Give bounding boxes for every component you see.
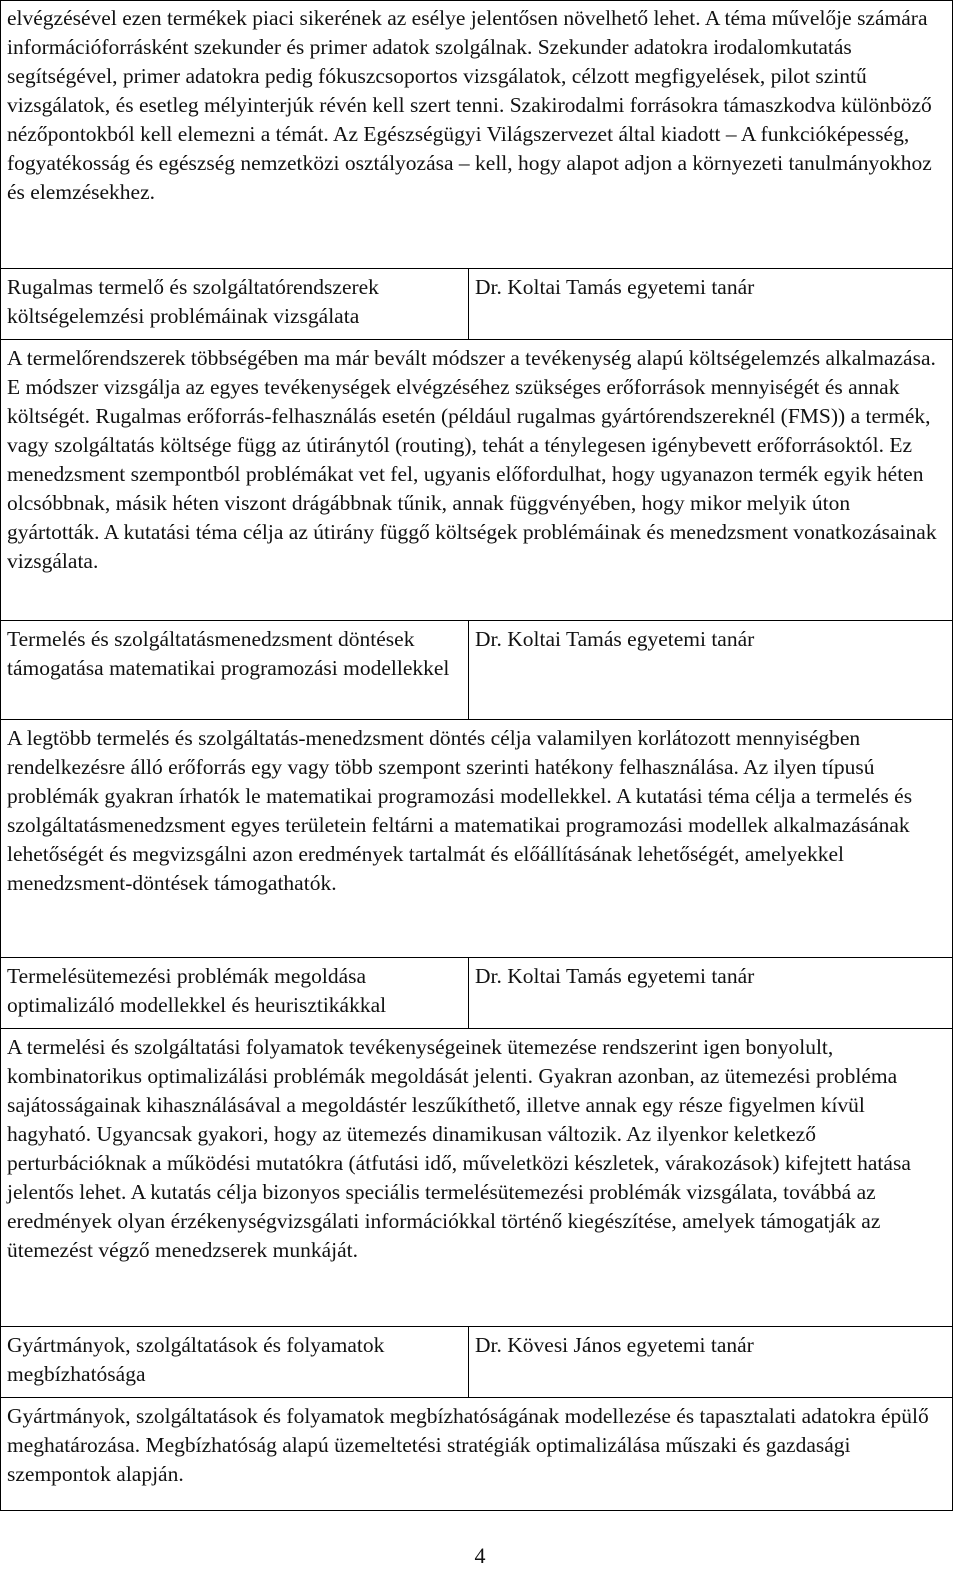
topic-supervisor: Dr. Koltai Tamás egyetemi tanár xyxy=(469,269,953,340)
topic-supervisor: Dr. Koltai Tamás egyetemi tanár xyxy=(469,621,953,720)
topic-description-row xyxy=(1,1029,953,1327)
topic-description-row xyxy=(1,720,953,958)
intro-cell xyxy=(1,1,953,269)
topic-title: Gyártmányok, szolgáltatások és folyamatok megbízhatósága xyxy=(1,1327,469,1398)
intro-paragraph: elvégzésével ezen termékek piaci sikerének az esélye jelentősen növelhető lehet. A téma művelője számára információforrásként szekunder és primer adatok szolgálnak. Szekunder adatokra irodalomkutatás segítségével, primer adatokra pedig fókuszcsoportos vizsgálatok, célzott megfigyelések, pilot szintű vizsgálatok, és esetleg mélyinterjúk révén kell szert tenni. Szakirodalmi forrásokra támaszkodva különböző nézőpontokból kell elemezni a témát. Az Egészségügyi Világszervezet által kiadott – A funkcióképesség, fogyatékosság és egészség nemzetközi osztályozása – kell, hogy alapot adjon a környezeti tanulmányokhoz és elemzésekhez. xyxy=(7,6,932,204)
topic-header-row xyxy=(1,621,953,720)
topic-description-row xyxy=(1,340,953,621)
topic-title: Termelés és szolgáltatásmenedzsment döntések támogatása matematikai programozási modellekkel xyxy=(1,621,469,720)
topic-header-row xyxy=(1,1327,953,1398)
topic-header-row xyxy=(1,269,953,340)
topic-description: A termelőrendszerek többségében ma már bevált módszer a tevékenység alapú költségelemzés alkalmazása. E módszer vizsgálja az egyes tevékenységek elvégzéséhez szükséges erőforrások mennyiségét és annak költségét. Rugalmas erőforrás-felhasználás esetén (például rugalmas gyártórendszereknél (FMS)) a termék, vagy szolgáltatás költsége függ az útiránytól (routing), tehát a ténylegesen igénybevett erőforrásoktól. Ez menedzsment szempontból problémákat vet fel, ugyanis előfordulhat, hogy ugyanazon termék egyik héten olcsóbbnak, másik héten viszont drágábbnak tűnik, annak függvényében, hogy mikor melyik úton gyártották. A kutatási téma célja az útirány függő költségek problémáinak és menedzsment vonatkozásainak vizsgálata. xyxy=(1,340,953,621)
intro-row xyxy=(1,1,953,269)
topic-description: A legtöbb termelés és szolgáltatás-menedzsment döntés célja valamilyen korlátozott mennyiségben rendelkezésre álló erőforrás egy vagy több szempont szerinti hatékony felhasználása. Az ilyen típusú problémák gyakran írhatók le matematikai programozási modellekkel. A kutatási téma célja a termelés és szolgáltatásmenedzsment egyes területein feltárni a matematikai programozási modellek alkalmazásának lehetőségét és megvizsgálni azon eredmények tartalmát és előállításának lehetőségét, amelyekkel menedzsment-döntések támogathatók. xyxy=(1,720,953,958)
topic-title: Termelésütemezési problémák megoldása optimalizáló modellekkel és heurisztikákkal xyxy=(1,958,469,1029)
topic-supervisor: Dr. Kövesi János egyetemi tanár xyxy=(469,1327,953,1398)
topic-description-row xyxy=(1,1398,953,1511)
topic-description: A termelési és szolgáltatási folyamatok tevékenységeinek ütemezése rendszerint igen bonyolult, kombinatorikus optimalizálási problémák megoldását jelenti. Gyakran azonban, az ütemezési probléma sajátosságainak kihasználásával a megoldástér leszűkíthető, illetve annak egy része figyelmen kívül hagyható. Ugyancsak gyakori, hogy az ütemezés dinamikusan változik. Az ilyenkor keletkező perturbációknak a működési mutatókra (átfutási idő, műveletközi készletek, várakozások) kifejtett hatása jelentős lehet. A kutatás célja bizonyos speciális termelésütemezési problémák vizsgálata, továbbá az eredmények olyan érzékenységvizsgálati információkkal történő kiegészítése, amelyek támogatják az ütemezést végző menedzserek munkáját. xyxy=(1,1029,953,1327)
topic-title: Rugalmas termelő és szolgáltatórendszerek költségelemzési problémáinak vizsgálata xyxy=(1,269,469,340)
topic-description: Gyártmányok, szolgáltatások és folyamatok megbízhatóságának modellezése és tapasztalati adatokra épülő meghatározása. Megbízhatóság alapú üzemeltetési stratégiák optimalizálása műszaki és gazdasági szempontok alapján. xyxy=(1,1398,953,1511)
topic-supervisor: Dr. Koltai Tamás egyetemi tanár xyxy=(469,958,953,1029)
page-number: 4 xyxy=(474,1543,486,1568)
topic-header-row xyxy=(1,958,953,1029)
